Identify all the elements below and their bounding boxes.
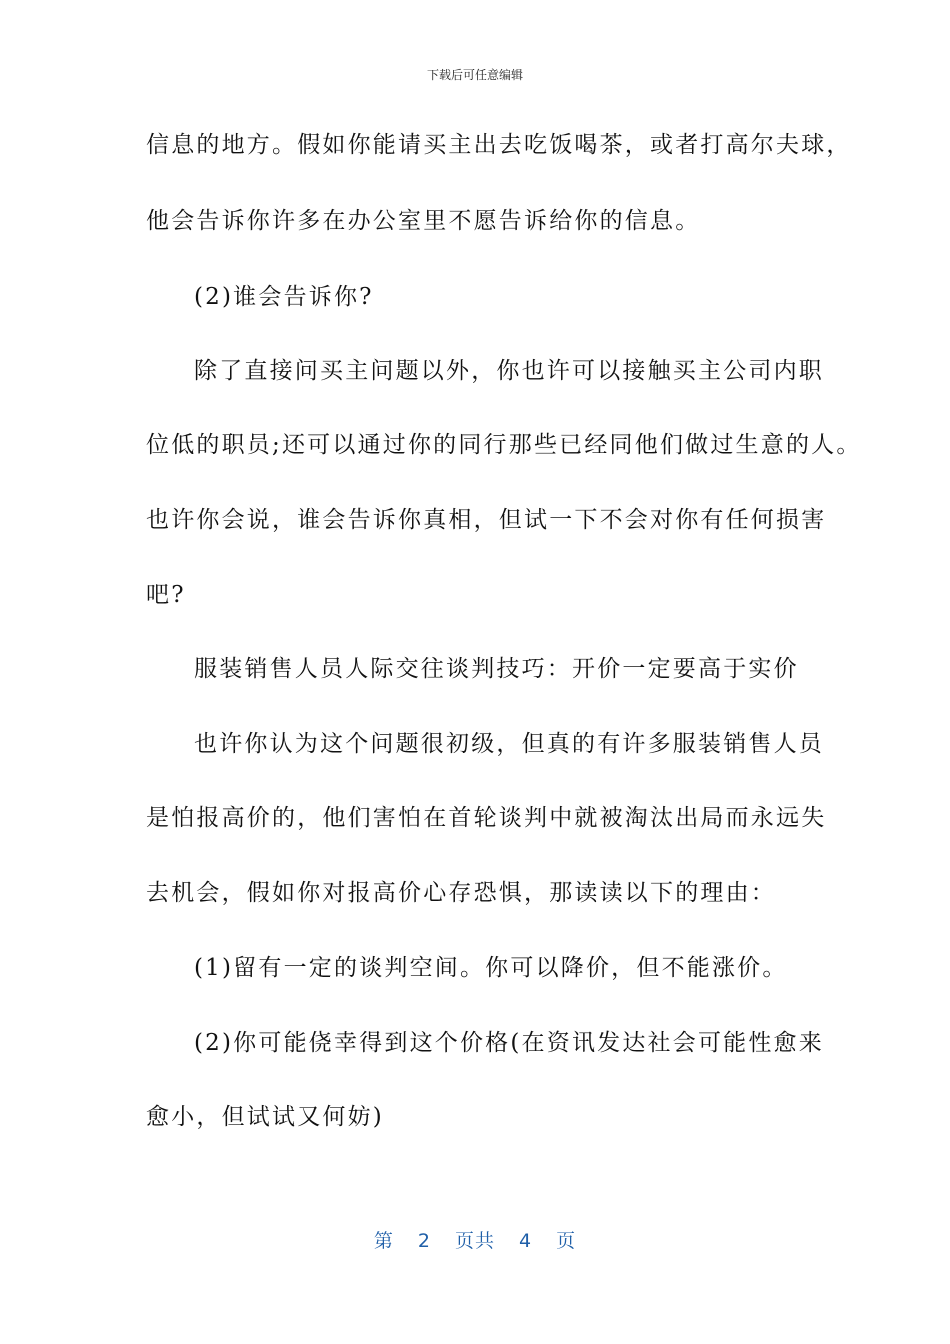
footer-suffix: 页 <box>556 1230 577 1252</box>
page-footer <box>0 1226 950 1253</box>
text-line: 除了直接问买主问题以外，你也许可以接触买主公司内职 <box>194 358 824 384</box>
text-line: 愈小，但试试又何妨) <box>146 1104 384 1130</box>
footer-middle: 页共 <box>454 1230 495 1252</box>
text-line: 吧? <box>146 582 186 608</box>
text-line: 也许你认为这个问题很初级，但真的有许多服装销售人员 <box>194 731 824 757</box>
page-header: 下载后可任意编辑 <box>426 68 523 82</box>
footer-page-number: 2 <box>417 1230 431 1252</box>
text-line: 也许你会说，谁会告诉你真相，但试一下不会对你有任何损害 <box>146 507 827 533</box>
text-line: (2)你可能侥幸得到这个价格(在资讯发达社会可能性愈来 <box>194 1030 824 1056</box>
text-line: 是怕报高价的，他们害怕在首轮谈判中就被淘汰出局而永远失 <box>146 805 827 831</box>
footer-prefix: 第 <box>373 1230 394 1252</box>
text-line: 他会告诉你许多在办公室里不愿告诉给你的信息。 <box>146 208 701 234</box>
text-line: (1)留有一定的谈判空间。你可以降价，但不能涨价。 <box>194 955 788 981</box>
text-line: 位低的职员;还可以通过你的同行那些已经同他们做过生意的人。 <box>146 432 862 458</box>
footer-total-pages: 4 <box>519 1230 533 1252</box>
text-line: 信息的地方。假如你能请买主出去吃饭喝茶，或者打高尔夫球， <box>146 132 852 158</box>
text-line: 服装销售人员人际交往谈判技巧：开价一定要高于实价 <box>194 656 799 682</box>
text-line: (2)谁会告诉你? <box>194 284 374 310</box>
text-line: 去机会，假如你对报高价心存恐惧，那读读以下的理由： <box>146 880 776 906</box>
